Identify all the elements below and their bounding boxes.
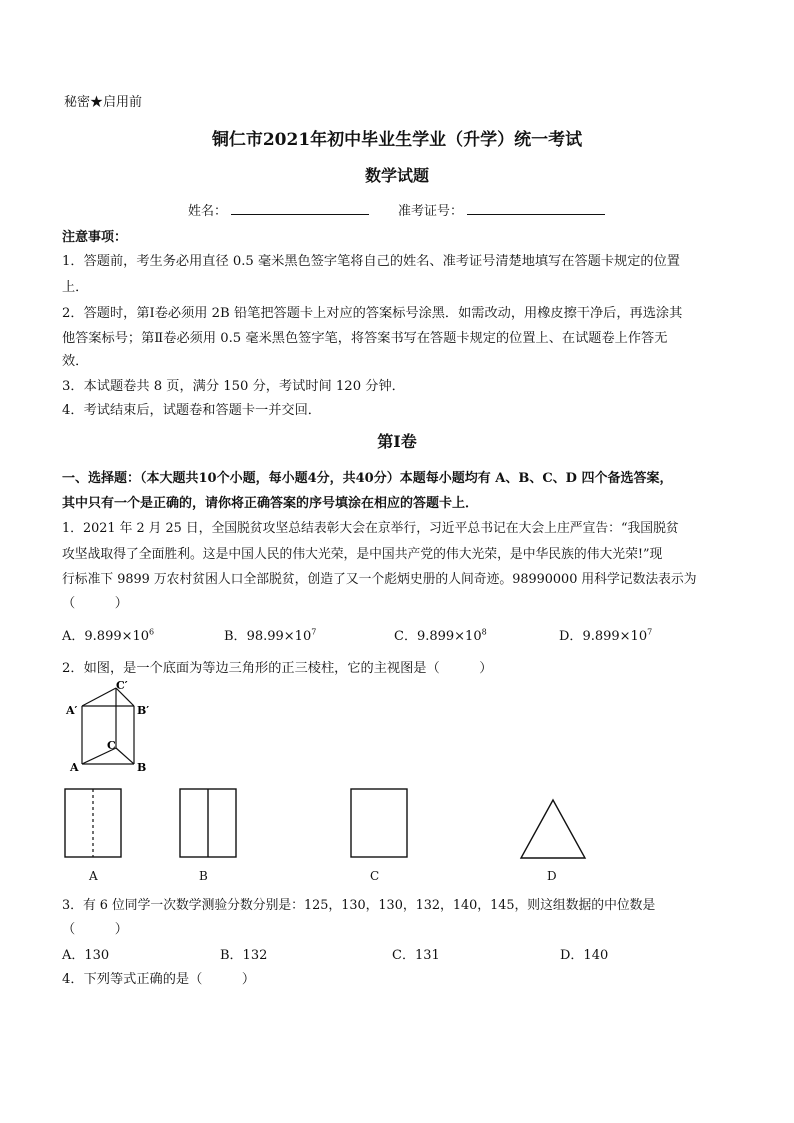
option-c-shape: [350, 788, 410, 860]
label-b: B: [137, 761, 147, 774]
name-label: 姓名：: [188, 204, 228, 219]
option-exponent: 7: [311, 627, 317, 637]
exam-title: 铜仁市2021年初中毕业生学业（升学）统一考试: [211, 130, 583, 150]
option-value: 9.899×10: [84, 629, 150, 644]
option-label: B．: [224, 629, 247, 644]
q1-text: 行标准下 9899 万农村贫困人口全部脱贫，创造了又一个彪炳史册的人间奇迹。98990000 用科学记数法表示为: [62, 572, 697, 587]
prism-figure: [60, 678, 160, 778]
prism-edge: [116, 748, 134, 764]
q1-option-a: [62, 625, 154, 644]
id-label: 准考证号：: [398, 204, 464, 219]
note-line: 他答案标号；第Ⅱ卷必须用 0.5 毫米黑色签字笔，将答案书写在答题卡规定的位置上、在试题卷上作答无: [62, 331, 668, 346]
label-c-prime: C′: [116, 679, 128, 692]
option-b-shape: [179, 788, 239, 860]
option-a-label: A: [89, 869, 98, 883]
note-line: 2．答题时，第Ⅰ卷必须用 2B 铅笔把答题卡上对应的答案标号涂黑．如需改动，用橡皮擦干净后，再选涂其: [62, 306, 683, 321]
id-blank: [467, 202, 605, 215]
notes-heading: 注意事项：: [62, 230, 128, 245]
q1-option-b: [224, 625, 316, 644]
label-a-prime: A′: [66, 704, 78, 717]
option-exponent: 8: [481, 627, 487, 637]
label-c: C: [107, 739, 116, 752]
q3-option-a: A．130: [62, 948, 110, 963]
subject-title: 数学试题: [364, 166, 429, 185]
label-a: A: [70, 761, 79, 774]
name-field: [188, 200, 369, 219]
option-label: C．: [394, 629, 417, 644]
note-line: 上．: [62, 280, 89, 295]
option-a-shape: [64, 788, 124, 860]
q2-text: 2．如图，是一个底面为等边三角形的正三棱柱，它的主视图是（ ）: [62, 661, 493, 676]
option-value: 98.99×10: [246, 629, 312, 644]
q3-option-b: B．132: [220, 948, 268, 963]
label-b-prime: B′: [137, 704, 150, 717]
q3-text: （ ）: [62, 922, 128, 937]
id-field: [398, 200, 605, 219]
q1-text: （ ）: [62, 596, 128, 611]
q1-option-c: [394, 625, 487, 644]
secret-mark: 秘密★启用前: [64, 95, 143, 110]
section-instruction: 其中只有一个是正确的，请你将正确答案的序号填涂在相应的答题卡上．: [62, 496, 479, 511]
option-c-label: C: [370, 869, 380, 883]
note-line: 3．本试题卷共 8 页，满分 150 分，考试时间 120 分钟．: [62, 379, 405, 394]
section-title: 第Ⅰ卷: [377, 432, 417, 451]
option-value: 9.899×10: [582, 629, 648, 644]
note-line: 4．考试结束后，试题卷和答题卡一并交回．: [62, 403, 321, 418]
section-instruction: 一、选择题：（本大题共10个小题，每小题4分，共40分）本题每小题均有 A、B、C、D 四个备选答案，: [62, 471, 673, 486]
q1-option-d: [559, 625, 652, 644]
note-line: 1．答题前，考生务必用直径 0.5 毫米黑色签字笔将自己的姓名、准考证号清楚地填写在答题卡规定的位置: [62, 254, 680, 269]
prism-edge: [82, 688, 116, 706]
q3-option-c: C．131: [392, 948, 440, 963]
name-blank: [231, 202, 369, 215]
q3-text: 3．有 6 位同学一次数学测验分数分别是：125，130，130，132，140，145，则这组数据的中位数是: [62, 898, 656, 913]
option-b-label: B: [199, 869, 208, 883]
q1-text: 攻坚战取得了全面胜利。这是中国人民的伟大光荣，是中国共产党的伟大光荣，是中华民族的伟大光荣!”现: [62, 547, 663, 562]
option-exponent: 6: [149, 627, 155, 637]
option-d-label: D: [547, 869, 557, 883]
option-value: 9.899×10: [416, 629, 482, 644]
option-exponent: 7: [647, 627, 653, 637]
note-line: 效．: [62, 354, 89, 369]
option-label: D．: [559, 629, 583, 644]
q1-text: 1．2021 年 2 月 25 日，全国脱贫攻坚总结表彰大会在京举行，习近平总书记在大会上庄严宣告：“我国脱贫: [62, 521, 679, 536]
option-label: A．: [62, 629, 85, 644]
q4-text: 4．下列等式正确的是（ ）: [62, 972, 256, 987]
option-d-shape: [519, 798, 587, 860]
q3-option-d: D．140: [560, 948, 609, 963]
